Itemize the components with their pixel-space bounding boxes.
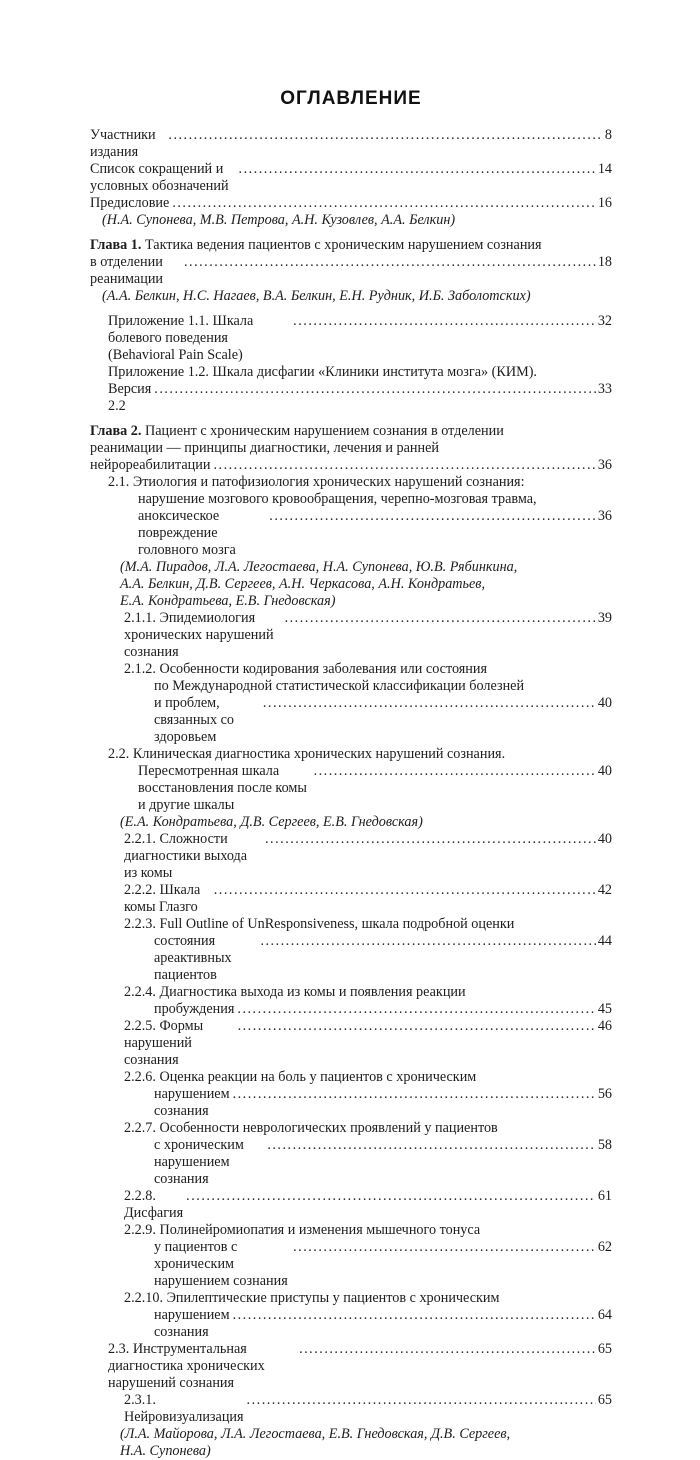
entry-text-line: 2.2.9. Полинейромиопатия и изменения мышечного тонуса <box>124 1222 481 1238</box>
toc-entry <box>90 1018 612 1069</box>
authors-line: Н.А. Супонева) <box>120 1443 211 1459</box>
toc-entry <box>90 364 612 415</box>
dot-leader <box>238 1018 596 1035</box>
entry-text-line: Глава 2. Пациент с хроническим нарушением сознания в отделении <box>90 423 504 439</box>
page-number: 39 <box>597 610 612 626</box>
dot-leader <box>293 1239 596 1256</box>
dot-leader <box>267 1137 595 1154</box>
authors-line: (Л.А. Майорова, Л.А. Легостаева, Е.В. Гнедовская, Д.В. Сергеев, <box>120 1426 511 1442</box>
entry-text-line: Приложение 1.2. Шкала дисфагии «Клиники института мозга» (КИМ). <box>108 364 537 380</box>
entry-text: нейрореабилитации <box>90 457 211 473</box>
entry-last-line <box>108 381 612 415</box>
entry-text-line: 2.2. Клиническая диагностика хронических нарушений сознания. <box>108 746 506 762</box>
entry-last-line <box>124 1137 612 1188</box>
dot-leader <box>247 1392 596 1409</box>
entry-text: Список сокращений и условных обозначений <box>90 161 229 194</box>
entry-last-line <box>90 457 612 474</box>
toc-list <box>90 127 612 1460</box>
dot-leader <box>314 763 596 780</box>
dot-leader <box>293 313 596 330</box>
entry-text: Предисловие <box>90 195 170 211</box>
entry-text: нарушением сознания <box>154 1086 230 1119</box>
toc-entry <box>90 882 612 916</box>
toc-entry <box>90 1069 612 1120</box>
dot-leader <box>168 127 603 144</box>
toc-entry <box>90 1120 612 1188</box>
dot-leader <box>285 610 596 627</box>
toc-authors <box>90 559 612 610</box>
toc-entry <box>90 313 612 364</box>
toc-entry <box>90 161 612 195</box>
dot-leader <box>299 1341 596 1358</box>
entry-text: состояния ареактивных пациентов <box>154 933 232 983</box>
toc-entry <box>90 916 612 984</box>
toc-entry <box>90 661 612 746</box>
entry-last-line <box>90 195 612 212</box>
toc-entry <box>90 474 612 559</box>
entry-text: 2.3. Инструментальная диагностика хронических нарушений сознания <box>108 1341 265 1391</box>
page-number: 46 <box>597 1018 612 1034</box>
page-number: 45 <box>597 1001 612 1017</box>
entry-last-line <box>108 763 612 814</box>
page-number: 33 <box>597 381 612 397</box>
entry-text: пробуждения <box>154 1001 235 1017</box>
page-number: 56 <box>597 1086 612 1102</box>
entry-text: 2.2.2. Шкала комы Глазго <box>124 882 201 915</box>
entry-last-line <box>124 1086 612 1120</box>
entry-last-line <box>108 1341 612 1392</box>
entry-text-line: Глава 1. Тактика ведения пациентов с хроническим нарушением сознания <box>90 237 542 253</box>
toc-entry <box>90 1392 612 1426</box>
chapter-label: Глава 1. <box>90 237 145 253</box>
toc-entry <box>90 746 612 814</box>
entry-last-line <box>124 1392 612 1426</box>
page-number: 40 <box>597 695 612 711</box>
entry-text-line: по Международной статистической классификации болезней <box>154 678 525 694</box>
entry-text: 2.1.1. Эпидемиология хронических нарушений сознания <box>124 610 274 660</box>
entry-text: в отделении реанимации <box>90 254 164 287</box>
entry-text-line: 2.2.4. Диагностика выхода из комы и появления реакции <box>124 984 466 1000</box>
entry-text-line: 2.2.7. Особенности неврологических проявлений у пациентов <box>124 1120 498 1136</box>
toc-entry <box>90 1188 612 1222</box>
entry-text-line: 2.2.3. Full Outline of UnResponsiveness, шкала подробной оценки <box>124 916 515 932</box>
toc-entry <box>90 831 612 882</box>
entry-text-line: 2.2.6. Оценка реакции на боль у пациентов с хроническим <box>124 1069 477 1085</box>
dot-leader <box>269 508 596 525</box>
page-number: 42 <box>597 882 612 898</box>
entry-last-line <box>124 1001 612 1018</box>
entry-last-line <box>124 933 612 984</box>
dot-leader <box>172 195 595 212</box>
toc-entry <box>90 610 612 661</box>
dot-leader <box>184 254 596 271</box>
entry-text: Версия 2.2 <box>108 381 152 414</box>
toc-entry <box>90 1222 612 1290</box>
toc-entry <box>90 237 612 288</box>
entry-text-line: 2.1.2. Особенности кодирования заболевания или состояния <box>124 661 488 677</box>
dot-leader <box>214 882 596 899</box>
entry-last-line <box>90 254 612 288</box>
page-number: 14 <box>597 161 612 177</box>
entry-last-line <box>90 127 612 161</box>
page-number: 16 <box>597 195 612 211</box>
entry-last-line <box>124 1188 612 1222</box>
authors-line: (М.А. Пирадов, Л.А. Легостаева, Н.А. Супонева, Ю.В. Рябинкина, <box>120 559 518 575</box>
dot-leader <box>213 457 595 474</box>
toc-authors <box>90 288 612 305</box>
page-number: 36 <box>597 457 612 473</box>
entry-text-line: реанимации — принципы диагностики, лечения и ранней <box>90 440 439 456</box>
page-number: 8 <box>604 127 612 143</box>
dot-leader <box>237 1001 595 1018</box>
entry-text: аноксическое повреждение головного мозга <box>138 508 236 558</box>
dot-leader <box>154 381 596 398</box>
toc-entry <box>90 423 612 474</box>
page-number: 32 <box>597 313 612 329</box>
entry-text: и проблем, связанных со здоровьем <box>154 695 234 745</box>
toc-entry <box>90 127 612 161</box>
entry-text: 2.2.1. Сложности диагностики выхода из комы <box>124 831 248 881</box>
entry-text-line: 2.2.10. Эпилептические приступы у пациентов с хроническим <box>124 1290 500 1306</box>
chapter-label: Глава 2. <box>90 423 145 439</box>
entry-text: с хроническим нарушением сознания <box>154 1137 244 1187</box>
entry-last-line <box>108 508 612 559</box>
page-number: 40 <box>597 831 612 847</box>
page-title: ОГЛАВЛЕНИЕ <box>280 88 422 109</box>
page-number: 18 <box>597 254 612 270</box>
entry-text: Пересмотренная шкала восстановления после комы и другие шкалы <box>138 763 307 813</box>
entry-text: нарушением сознания <box>154 1307 230 1340</box>
toc-authors <box>90 814 612 831</box>
authors-line: (Н.А. Супонева, М.В. Петрова, А.Н. Кузовлев, А.А. Белкин) <box>102 212 456 228</box>
page-number: 61 <box>597 1188 612 1204</box>
dot-leader <box>233 1307 596 1324</box>
entry-text: у пациентов с хроническим нарушением сознания <box>154 1239 288 1289</box>
toc-entry <box>90 1290 612 1341</box>
entry-last-line <box>90 161 612 195</box>
page-number: 36 <box>597 508 612 524</box>
toc-authors <box>90 212 612 229</box>
page-number: 40 <box>597 763 612 779</box>
entry-last-line <box>124 1239 612 1290</box>
entry-text-line: нарушение мозгового кровообращения, черепно-мозговая травма, <box>138 491 537 507</box>
page-number: 62 <box>597 1239 612 1255</box>
entry-text-line: 2.1. Этиология и патофизиология хронических нарушений сознания: <box>108 474 525 490</box>
dot-leader <box>239 161 596 178</box>
entry-last-line <box>108 313 612 364</box>
entry-last-line <box>124 1307 612 1341</box>
entry-last-line <box>124 831 612 882</box>
entry-text: 2.2.5. Формы нарушений сознания <box>124 1018 204 1068</box>
entry-last-line <box>124 1018 612 1069</box>
dot-leader <box>260 933 595 950</box>
authors-line: (А.А. Белкин, Н.С. Нагаев, В.А. Белкин, Е.Н. Рудник, И.Б. Заболотских) <box>102 288 531 304</box>
toc-entry <box>90 195 612 212</box>
entry-last-line <box>124 610 612 661</box>
entry-last-line <box>124 882 612 916</box>
entry-text: 2.3.1. Нейровизуализация <box>124 1392 244 1425</box>
page-number: 58 <box>597 1137 612 1153</box>
page-number: 64 <box>597 1307 612 1323</box>
dot-leader <box>265 831 596 848</box>
entry-last-line <box>124 695 612 746</box>
authors-line: А.А. Белкин, Д.В. Сергеев, А.Н. Черкасова, А.Н. Кондратьев, <box>120 576 486 592</box>
toc-authors <box>90 1426 612 1460</box>
entry-text: Приложение 1.1. Шкала болевого поведения (Behavioral Pain Scale) <box>108 313 254 363</box>
dot-leader <box>186 1188 596 1205</box>
authors-line: Е.А. Кондратьева, Е.В. Гнедовская) <box>120 593 336 609</box>
page-number: 65 <box>597 1392 612 1408</box>
page-number: 65 <box>597 1341 612 1357</box>
dot-leader <box>233 1086 596 1103</box>
dot-leader <box>263 695 596 712</box>
toc-entry <box>90 984 612 1018</box>
page-number: 44 <box>597 933 612 949</box>
authors-line: (Е.А. Кондратьева, Д.В. Сергеев, Е.В. Гнедовская) <box>120 814 423 830</box>
entry-text: Участники издания <box>90 127 156 160</box>
entry-text: 2.2.8. Дисфагия <box>124 1188 184 1221</box>
toc-entry <box>90 1341 612 1392</box>
